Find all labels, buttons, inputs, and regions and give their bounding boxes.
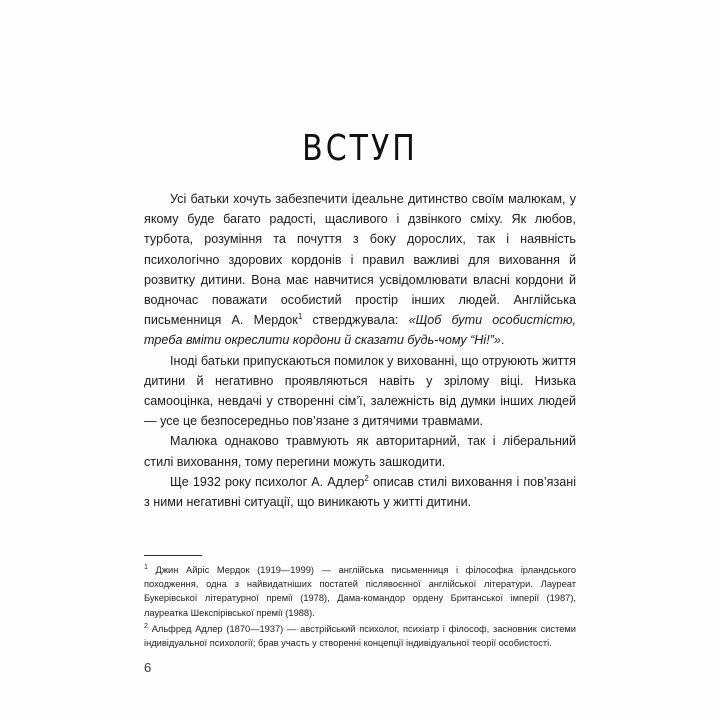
page-number: 6: [144, 660, 152, 675]
footnote-2-marker: 2: [144, 622, 148, 630]
footnote-ref-1[interactable]: 1: [297, 312, 303, 322]
body-text: [144, 189, 576, 512]
paragraph-4-run-3: описав стилі виховання і пов’язані з ними негативні ситуації, що виникають у житті дитини.: [144, 474, 577, 510]
paragraph-1: [144, 189, 576, 351]
paragraph-3-run-1: Малюка однаково травмують як авторитарний, так і ліберальний стилі виховання, тому перегини можуть зашкодити.: [144, 434, 576, 469]
paragraph-3: [144, 431, 576, 471]
paragraph-2-run-1: Іноді батьки припускаються помилок у вихованні, що отруюють життя дитини й негативно проявляються навіть у зрілому віці. Низька самооцінка, невдачі у створенні сім’ї, залежність від думки інших людей — усе це безпосередньо пов’язане з дитячими травмами.: [144, 353, 576, 429]
paragraph-1-quote: «Щоб бути особистістю, треба вміти окреслити кордони й сказати будь-чому “Ні!”»: [144, 313, 576, 348]
page-content: [144, 128, 576, 512]
page-title: ВСТУП: [302, 128, 418, 170]
paragraph-2: [144, 351, 576, 432]
paragraph-1-run-3: стверджувала:: [302, 313, 409, 328]
footnote-ref-2[interactable]: 2: [364, 473, 369, 483]
footnote-1: [144, 563, 576, 620]
footnote-2: [144, 622, 576, 650]
footnote-2-text: Альфред Адлер (1870—1937) — австрійський психолог, психіатр і філософ, засновник системи індивідуальної психології; брав участь у створенні концепції індивідуальної теорії особистості.: [144, 623, 576, 649]
paragraph-4-run-1: Ще 1932 року психолог А. Адлер: [170, 474, 365, 489]
footnote-1-text: Джин Айріс Мердок (1919—1999) — англійська письменниця і філософка ірландського походження, одна з найвидатніших постатей післявоєнної англійської літератури. Лауреат Букерівської літературної премії (1978), Дама-командор ордену Британської імперії (1987), лауреатка Шекспірівської премії (1988).: [144, 565, 576, 618]
paragraph-1-run-1: Усі батьки хочуть забезпечити ідеальне дитинство своїм малюкам, у якому буде багато радості, щасливого і дзвінкого сміху. Як любов, турбота, розуміння та почуття з боку дорослих, так і наявність психологічно здорових кордонів і правил важливі для виховання й розвитку дитини. Вона має навчитися усвідомлювати власні кордони й водночас поважати особистий простір інших людей. Англійська письменниця А. Мердок: [144, 192, 576, 328]
paragraph-4: [144, 472, 576, 512]
footnote-separator: [144, 555, 202, 556]
paragraph-1-run-5: .: [500, 333, 505, 348]
footnote-area: [144, 555, 576, 650]
footnote-1-marker: 1: [144, 563, 148, 571]
